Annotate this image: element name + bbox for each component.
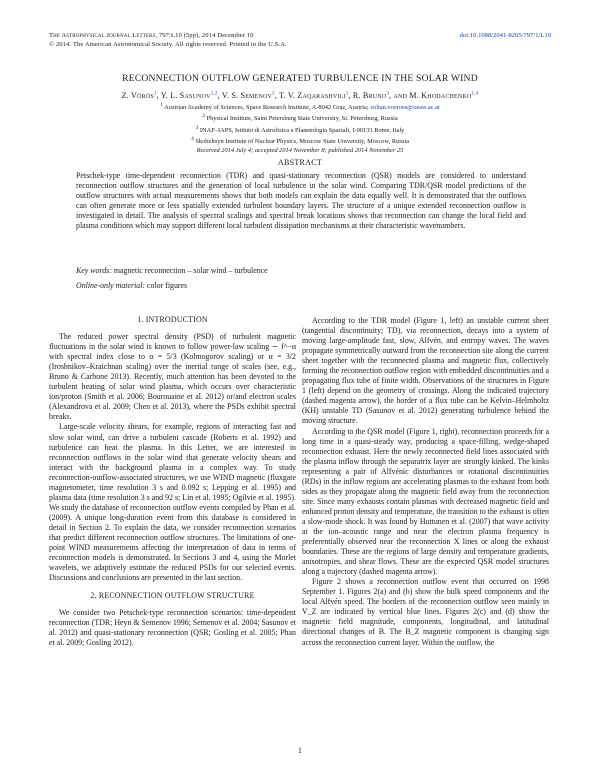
affil-sup: 3 xyxy=(195,124,199,131)
copyright: © 2014. The American Astronomical Society. All rights reserved. Printed in the U.S.A. xyxy=(49,41,287,48)
author-affil-sup[interactable]: 1 xyxy=(153,91,157,97)
affil-text: Austrian Academy of Sciences, Space Research Institute, A-8042 Graz, Austria; xyxy=(164,104,371,112)
author-affil-sup[interactable]: 2 xyxy=(272,91,275,97)
affiliations xyxy=(0,101,600,155)
affiliation xyxy=(0,101,600,112)
right-column xyxy=(302,316,549,648)
running-header xyxy=(49,31,287,49)
paragraph: We consider two Petschek-type reconnection scenarios: time-dependent reconnection (TDR; Heyn & Semenov 1996; Semenov et al. 2004; Sasunov et al. 2012) and quasi-stationary reconnection (QSR; Gosling et al. 2005; Phan et al. 2009; Gosling 2012). xyxy=(49,608,296,648)
paper-title: RECONNECTION OUTFLOW GENERATED TURBULENCE IN THE SOLAR WIND xyxy=(122,73,478,84)
section-heading-outflow-structure: 2. RECONNECTION OUTFLOW STRUCTURE xyxy=(90,591,255,601)
email-link[interactable]: zoltan.voeroes@oeaw.ac.at xyxy=(370,104,440,112)
author: and M. Khodachenko xyxy=(393,91,472,100)
author-affil-sup[interactable]: 1 xyxy=(345,91,349,97)
online-text: color figures xyxy=(147,281,188,290)
affil-text: Skobeltsyn Institute of Nuclear Physics, Moscow State University, Moscow, Russia xyxy=(195,138,409,146)
affil-sup: 1 xyxy=(160,102,163,108)
author-affil-sup[interactable]: 1,2 xyxy=(210,91,218,97)
online-material xyxy=(76,281,526,291)
author-affil-sup[interactable]: 1,4 xyxy=(471,91,479,97)
paragraph: According to the QSR model (Figure 1, right), reconnection proceeds for a long time in a quasi-steady way, producing a space-filling, wedge-shaped reconnection exhaust. Here the newly reconnected field lines associated with the plasma inflow through the separatrix layer are strongly kinked. The kinks representing a pair of Alfvénic disturbances or rotational discontinuities (RDs) in the inflow regions are accelerating plasmas to the exhaust from both sides as they propagate along the magnetic field away from the reconnection site. Since many exhausts contain plasmas with decreased magnetic field and enhanced proton density and temperature, the transition to the exhaust is often a slow-mode shock. It was found by Huttunen et al. (2007) that wave activity at the ion–acoustic range and near the electron plasma frequency is preferentially observed near the reconnection X lines or along the exhaust boundaries. These are the regions of large density and temperature gradients, anisotropies, and shear flows. These are the expected QSR model structures along a trajectory (dashed magenta arrow). xyxy=(302,426,549,577)
paragraph: Large-scale velocity shears, for example, regions of interacting fast and slow solar wind, can drive a turbulent cascade (Roberts et al. 1992) and turbulence can heat the plasma. In this Letter, we are interested in reconnection outflows in the solar wind that generate velocity shears and interact with the background plasma in a complex way. To study reconnection-outflow-associated structures, we use WIND magnetic (fluxgate magnetometer, time resolution 3 s and 0.092 s; Lepping et al. 1995) and plasma data (time resolution 3 s and 92 s; Lin et al. 1995; Ogilvie et al. 1995). We study the database of reconnection outflow events compiled by Phan et al. (2009). A unique long-duration event from this database is considered in detail in Section 2. To explain the data, we consider reconnection scenarios that predict different reconnection outflow structures. The limitations of one-point WIND measurements affecting the interpretation of data in terms of reconnection models is demonstrated. In Sections 3 and 4, using the Morlet wavelets, we adaptively estimate the reduced PSDs for our selected events. Discussions and conclusions are presented in the last section. xyxy=(49,422,296,583)
author: T. V. Zaqarashvili xyxy=(279,91,346,100)
keywords-label: Key words: xyxy=(76,266,112,275)
abstract-heading: ABSTRACT xyxy=(277,158,323,167)
keywords-text: magnetic reconnection – solar wind – turbulence xyxy=(113,266,268,275)
citation: , 797:L10 (5pp), 2014 December 10 xyxy=(155,32,254,39)
affil-sup: 4 xyxy=(191,136,194,143)
paragraph: According to the TDR model (Figure 1, left) an unstable current sheet (tangential discontinuity; TD), via reconnection, decays into a system of moving large-amplitude fast, slow, Alfvén, and entropy waves. The waves propagate symmetrically outward from the reconnection site along the current sheet together with the reconnected plasma and magnetic flux, collectively forming the reconnection outflow region with embedded discontinuities and a propagating flux tube of finite width. Observations of the structures in Figure 1 (left) depend on the geometry of crossings. Along the indicated trajectory (dashed magenta arrow), the border of a flux tube can be Kelvin–Helmholtz (KH) unstable TD (Sasunov et al. 2012) generating turbulence behind the moving structure. xyxy=(302,316,549,426)
affil-text: Physical Institute, Saint Petersburg State University, St. Petersburg, Russia xyxy=(206,115,398,123)
affiliation xyxy=(0,135,600,146)
affiliation xyxy=(0,112,600,123)
paragraph: The reduced power spectral density (PSD) of turbulent magnetic fluctuations in the solar wind is known to follow power-law scaling ∼ f^−α with spectral index close to α = 5/3 (Kolmogorov scaling) or α = 3/2 (Iroshnikov–Kraichnan scaling) over the inertial range of scales (see, e.g., Bruno & Carbone 2013). Recently, much attention has been devoted to the turbulent heating of solar wind plasma, which occurs over characteristic ion/proton (Smith et al. 2006; Bourouaine et al. 2012) or/and electron scales (Alexandrova et al. 2009; Chen et al. 2013), where the PSDs exhibit spectral breaks. xyxy=(49,332,296,422)
online-label: Online-only material: xyxy=(76,281,146,290)
author: Z. Vörös xyxy=(121,91,154,100)
author: V. S. Semenov xyxy=(221,91,273,100)
abstract-text: Petschek-type time-dependent reconnection (TDR) and quasi-stationary reconnection (QSR) models are considered to understand reconnection outflow structures and the generation of local turbulence in the solar wind. Comparing TDR/QSR model predictions of the outflow structures with actual measurements shows that both models can explain the data equally well. It is demonstrated that the outflows can often generate more or less spatially extended turbulent boundary layers. The structure of a unique extended reconnection outflow is investigated in detail. The analysis of spectral scalings and spectral break locations shows that reconnection can change the local field and plasma conditions which may support different local turbulent dissipation mechanisms at their characteristic wavenumbers. xyxy=(76,171,526,231)
author-affil-sup[interactable]: 3 xyxy=(386,91,390,97)
journal-name: The Astrophysical Journal Letters xyxy=(49,32,156,39)
author: Y. L. Sasunov xyxy=(160,91,211,100)
author-list: Z. Vörös$^1$, Y. L. Sasunov$^{1,2}$, V. S. Semenov$^2$, T. V. Zaqarashvili$^1$, R. Bruno$^3$, and M. Khodachenko$^{1,4}$ xyxy=(121,91,479,100)
keywords xyxy=(76,266,526,276)
affil-sup: 2 xyxy=(202,113,205,120)
page-number: 1 xyxy=(298,746,302,755)
author: R. Bruno xyxy=(352,91,387,100)
paragraph: Figure 2 shows a reconnection outflow event that occurred on 1998 September 1. Figures 2(a) and (b) show the bulk speed components and the local Alfvén speed. The borders of the reconnection outflow seen mainly in V_Z are indicated by vertical blue lines. Figures 2(c) and (d) show the magnetic field magnitude, components, longitudinal, and latitudinal directional changes of B. The B_Z magnetic component is changing sign across the reconnection current layer. Within the outflow, the xyxy=(302,577,549,647)
section-heading-introduction: 1. INTRODUCTION xyxy=(137,315,208,324)
affil-text: INAF–IAPS, Istituto di Astrofisica e Planetologia Spaziali, I-00133 Rome, Italy xyxy=(199,126,405,134)
received-dates: Received 2014 July 4; accepted 2014 November 8; published 2014 November 25 xyxy=(196,146,404,154)
affiliation xyxy=(0,124,600,135)
doi-link[interactable]: doi:10.1088/2041-8205/797/1/L10 xyxy=(459,32,551,39)
left-column xyxy=(49,315,296,648)
